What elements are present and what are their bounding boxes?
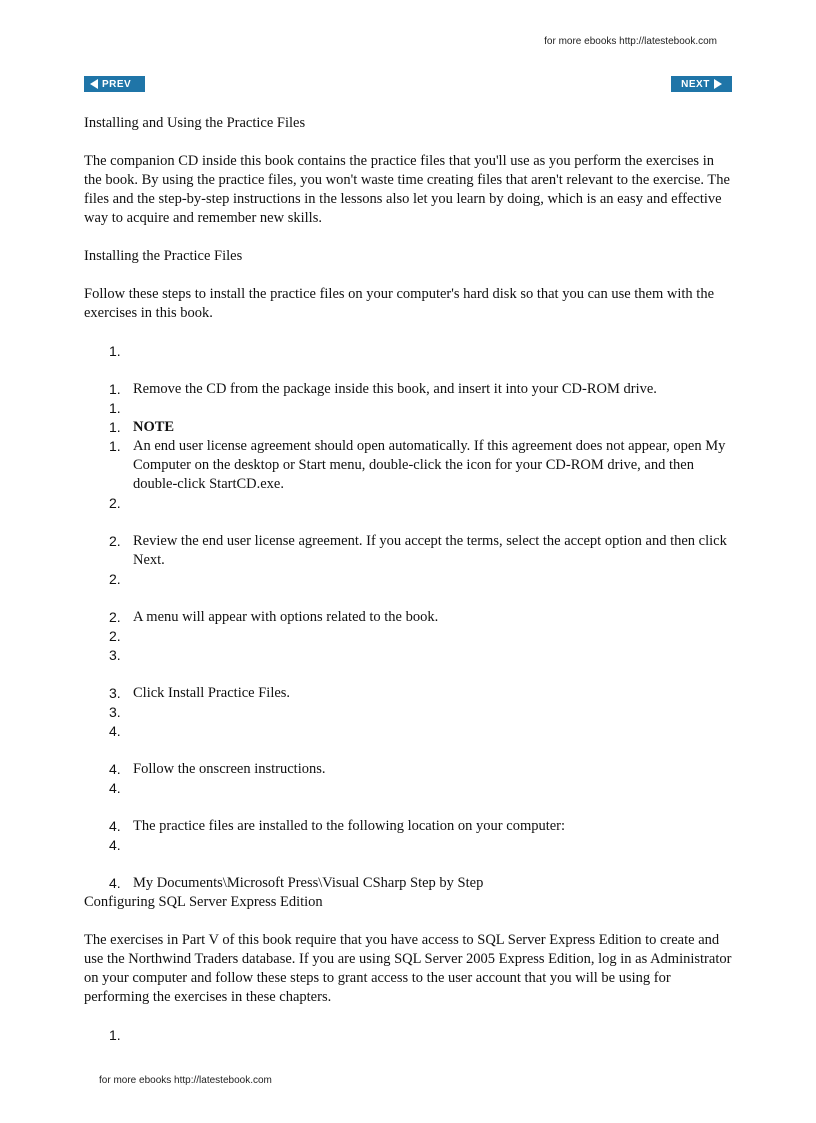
section-title-sql-server: Configuring SQL Server Express Edition bbox=[84, 894, 323, 910]
list-item: 1. An end user license agreement should open automatically. If this agreement does not appear, open My Computer on the desktop or Start menu, double-click the icon for your CD-ROM drive, and then double-click StartCD.exe. bbox=[109, 437, 734, 494]
list-item: 4. The practice files are installed to the following location on your computer: bbox=[109, 818, 566, 834]
sql-intro-paragraph: The exercises in Part V of this book require that you have access to SQL Server Express Edition to create and use the Northwind Traders database. If you are using SQL Server 2005 Express Edition, log in as Administrator on your computer and follow these steps to grant access to the user account that you will be using for performing the exercises in these chapters. bbox=[84, 932, 732, 1005]
next-button[interactable] bbox=[671, 76, 732, 92]
install-intro-paragraph: Follow these steps to install the practice files on your computer's hard disk so that you can use them with the exercises in this book. bbox=[84, 286, 715, 321]
list-item: 1. bbox=[109, 400, 121, 416]
prev-label: PREV bbox=[102, 78, 132, 90]
list-item: 1. bbox=[109, 343, 121, 359]
list-item: 4. Follow the onscreen instructions. bbox=[109, 761, 326, 777]
prev-button[interactable] bbox=[84, 76, 145, 92]
list-item: 3. bbox=[109, 704, 121, 720]
list-item: 2. Review the end user license agreement. If you accept the terms, select the accept option and then click Next. bbox=[109, 533, 727, 568]
intro-paragraph: The companion CD inside this book contains the practice files that you'll use as you perform the exercises in the book. By using the practice files, you won't waste time creating files that aren't relevant to the exercise. The files and the step-by-step instructions in the lessons also let you learn by doing, which is an easy and effective way to acquire and remember new skills. bbox=[84, 153, 730, 226]
header-ebook-link[interactable]: for more ebooks http://latestebook.com bbox=[544, 36, 717, 47]
note-label: NOTE bbox=[133, 419, 175, 435]
list-item: 4. bbox=[109, 837, 121, 853]
list-item: 1. bbox=[109, 1027, 121, 1043]
list-item: 1. NOTE bbox=[109, 418, 734, 437]
document-body bbox=[84, 114, 734, 1045]
list-item: 4. bbox=[109, 780, 121, 796]
list-item: 1. Remove the CD from the package inside this book, and insert it into your CD-ROM drive. bbox=[109, 381, 657, 397]
next-label: NEXT bbox=[681, 78, 710, 90]
list-item: 2. A menu will appear with options related to the book. bbox=[109, 609, 439, 625]
list-item: 2. bbox=[109, 495, 121, 511]
list-item: 2. bbox=[109, 571, 121, 587]
section-title-installing-using: Installing and Using the Practice Files bbox=[84, 115, 306, 131]
section-title-installing: Installing the Practice Files bbox=[84, 248, 243, 264]
list-item: 4. My Documents\Microsoft Press\Visual CSharp Step by Step bbox=[109, 875, 484, 891]
list-item: 2. bbox=[109, 628, 121, 644]
note-text: An end user license agreement should open automatically. If this agreement does not appear, open My Computer on the desktop or Start menu, double-click the icon for your CD-ROM drive, and then double-click StartCD.exe. bbox=[133, 438, 726, 492]
list-item: 3. Click Install Practice Files. bbox=[109, 685, 291, 701]
arrow-left-icon bbox=[90, 79, 98, 89]
list-item: 3. bbox=[109, 647, 121, 663]
footer-ebook-link[interactable]: for more ebooks http://latestebook.com bbox=[99, 1075, 272, 1086]
list-item: 4. bbox=[109, 723, 121, 739]
arrow-right-icon bbox=[714, 79, 722, 89]
